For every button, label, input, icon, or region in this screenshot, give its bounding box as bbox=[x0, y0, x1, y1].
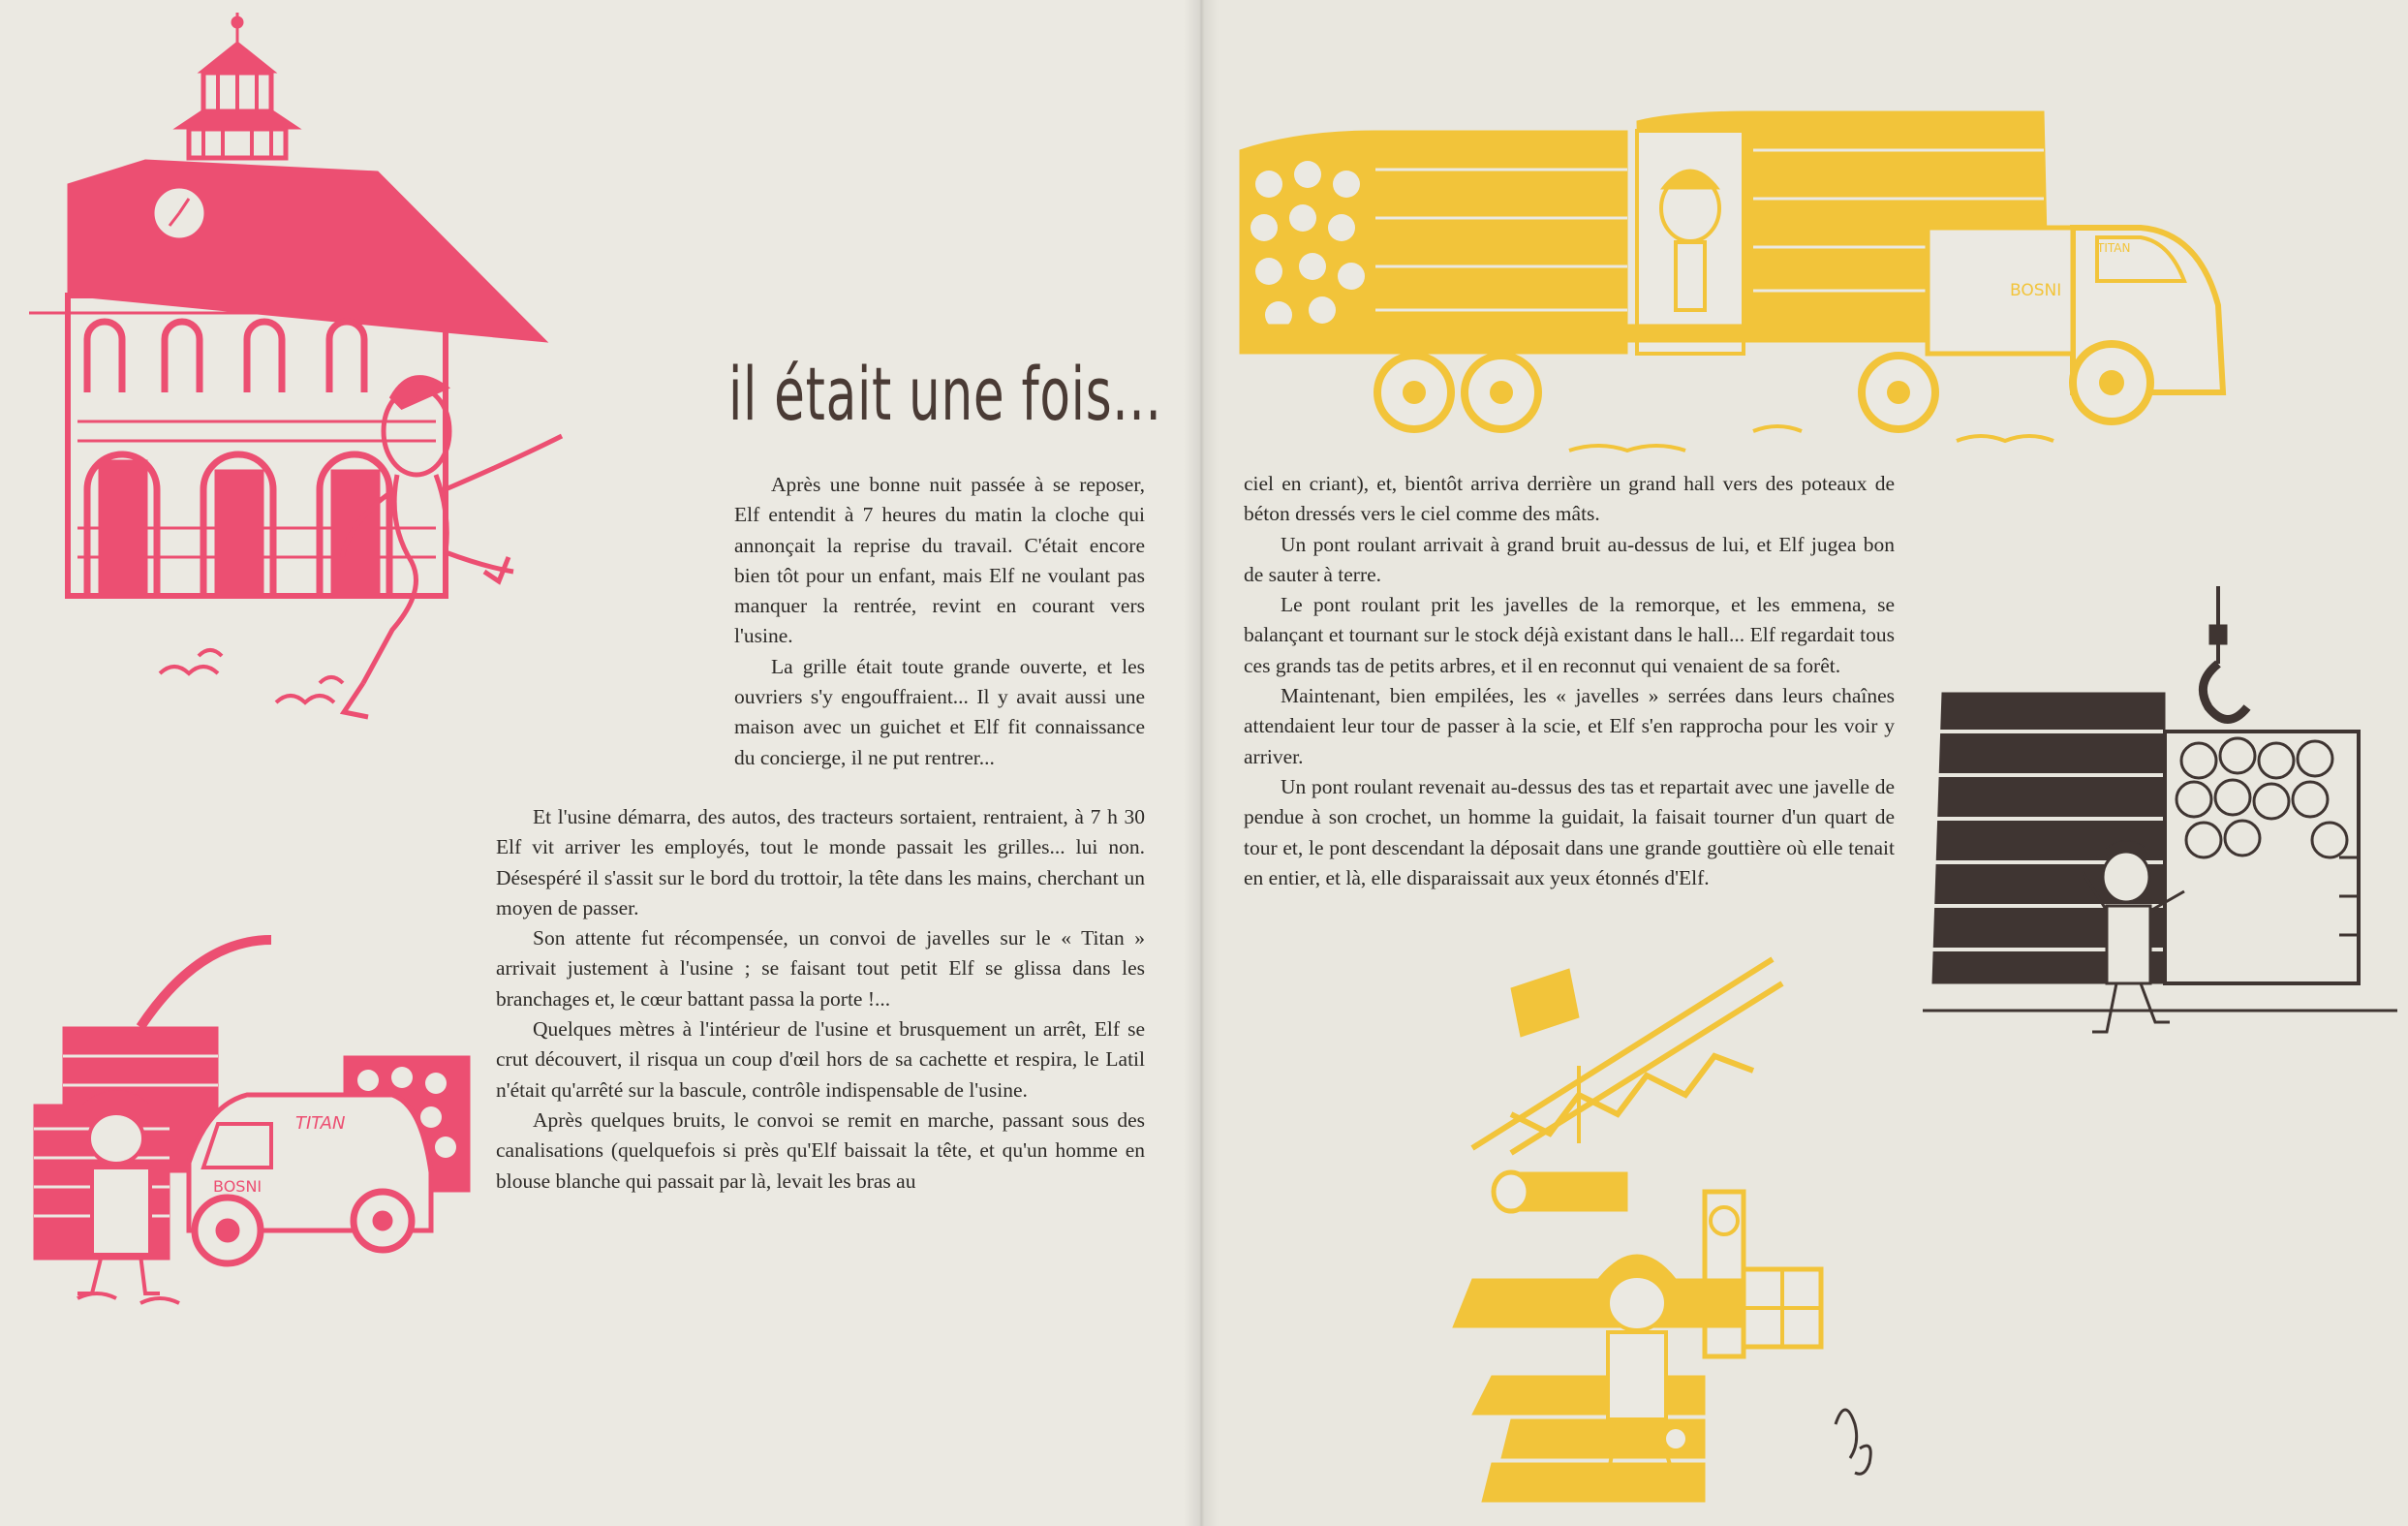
paragraph: Un pont roulant arrivait à grand bruit au-dessus de lui, et Elf jugea bon de sauter à terre. bbox=[1244, 532, 1895, 586]
paragraph: Un pont roulant revenait au-dessus des tas et repartait avec une javelle de pendue à son crochet, un homme la guidait, la faisait tourner d'un quart de tour et, le pont descendant la déposait dans une grande gouttière où elle tenait en entier, et là, elle disparaissait aux yeux étonnés d'Elf. bbox=[1244, 774, 1895, 889]
truck-door-lettering: BOSNI bbox=[213, 1177, 262, 1196]
text-column-b bbox=[496, 802, 1145, 1197]
text-column-a bbox=[734, 470, 1145, 773]
yellow-truck-illustration bbox=[1220, 92, 2179, 480]
paragraph: Le pont roulant prit les javelles de la remorque, et les emmena, se balançant et tournant sur le stock déjà existant dans le hall... Elf regardait tous ces grands tas de petits arbres, et il en reconnut qui venaient de sa forêt. bbox=[1244, 593, 1895, 677]
factory-building-illustration bbox=[29, 5, 571, 727]
stacked-logs-illustration bbox=[1923, 586, 2397, 1090]
sawmill-illustration bbox=[1453, 1182, 1918, 1511]
paragraph: Et l'usine démarra, des autos, des tracteurs sortaient, rentraient, à 7 h 30 Elf vit arriver les employés, tout le monde passait les grilles... lui non. Désespéré il s'assit sur le bord du trottoir, la tête dans les mains, cherchant un moyen de passer. bbox=[496, 805, 1145, 919]
truck-side-lettering: TITAN bbox=[295, 1113, 346, 1134]
text-column-c bbox=[1244, 469, 1895, 893]
paragraph: Après une bonne nuit passée à se reposer, Elf entendit à 7 heures du matin la cloche qui annonçait la reprise du travail. C'était encore bien tôt pour un enfant, mais Elf ne voulant pas manquer la rentrée, revint en courant vers l'usine. bbox=[734, 473, 1145, 648]
pink-truck-illustration bbox=[24, 911, 479, 1318]
paragraph: La grille était toute grande ouverte, et les ouvriers s'y engouffraient... Il y avait aussi une maison avec un guichet et Elf fit connaissance du concierge, il ne put rentrer... bbox=[734, 654, 1145, 769]
truck-side-lettering: TITAN bbox=[2097, 241, 2131, 255]
paragraph: Après quelques bruits, le convoi se remit en marche, passant sous des canalisations (quelquefois si près qu'Elf baissait la tête, et qu'un homme en blouse blanche qui passait par là, levait les bras au bbox=[496, 1107, 1145, 1193]
page-title: il était une fois... bbox=[728, 351, 1162, 437]
paragraph: Quelques mètres à l'intérieur de l'usine et brusquement un arrêt, Elf se crut découvert, il risqua un coup d'œil hors de sa cachette et respira, le Latil n'était qu'arrêté sur la bascule, contrôle indispensable de l'usine. bbox=[496, 1017, 1145, 1102]
paragraph: Maintenant, bien empilées, les « javelles » serrées dans leurs chaînes attendaient leur tour de passer à la scie, et Elf s'en rapprocha pour les voir y arriver. bbox=[1244, 684, 1895, 768]
truck-door-lettering: BOSNI bbox=[2010, 281, 2062, 300]
paragraph: Son attente fut récompensée, un convoi de javelles sur le « Titan » arrivait justement à l'usine ; se faisant tout petit Elf se glissa dans les branchages et, le cœur battant passa la porte !... bbox=[496, 926, 1145, 1011]
book-gutter bbox=[1184, 0, 1219, 1526]
paragraph: ciel en criant), et, bientôt arriva derrière un grand hall vers des poteaux de béton dressés vers le ciel comme des mâts. bbox=[1244, 472, 1895, 526]
